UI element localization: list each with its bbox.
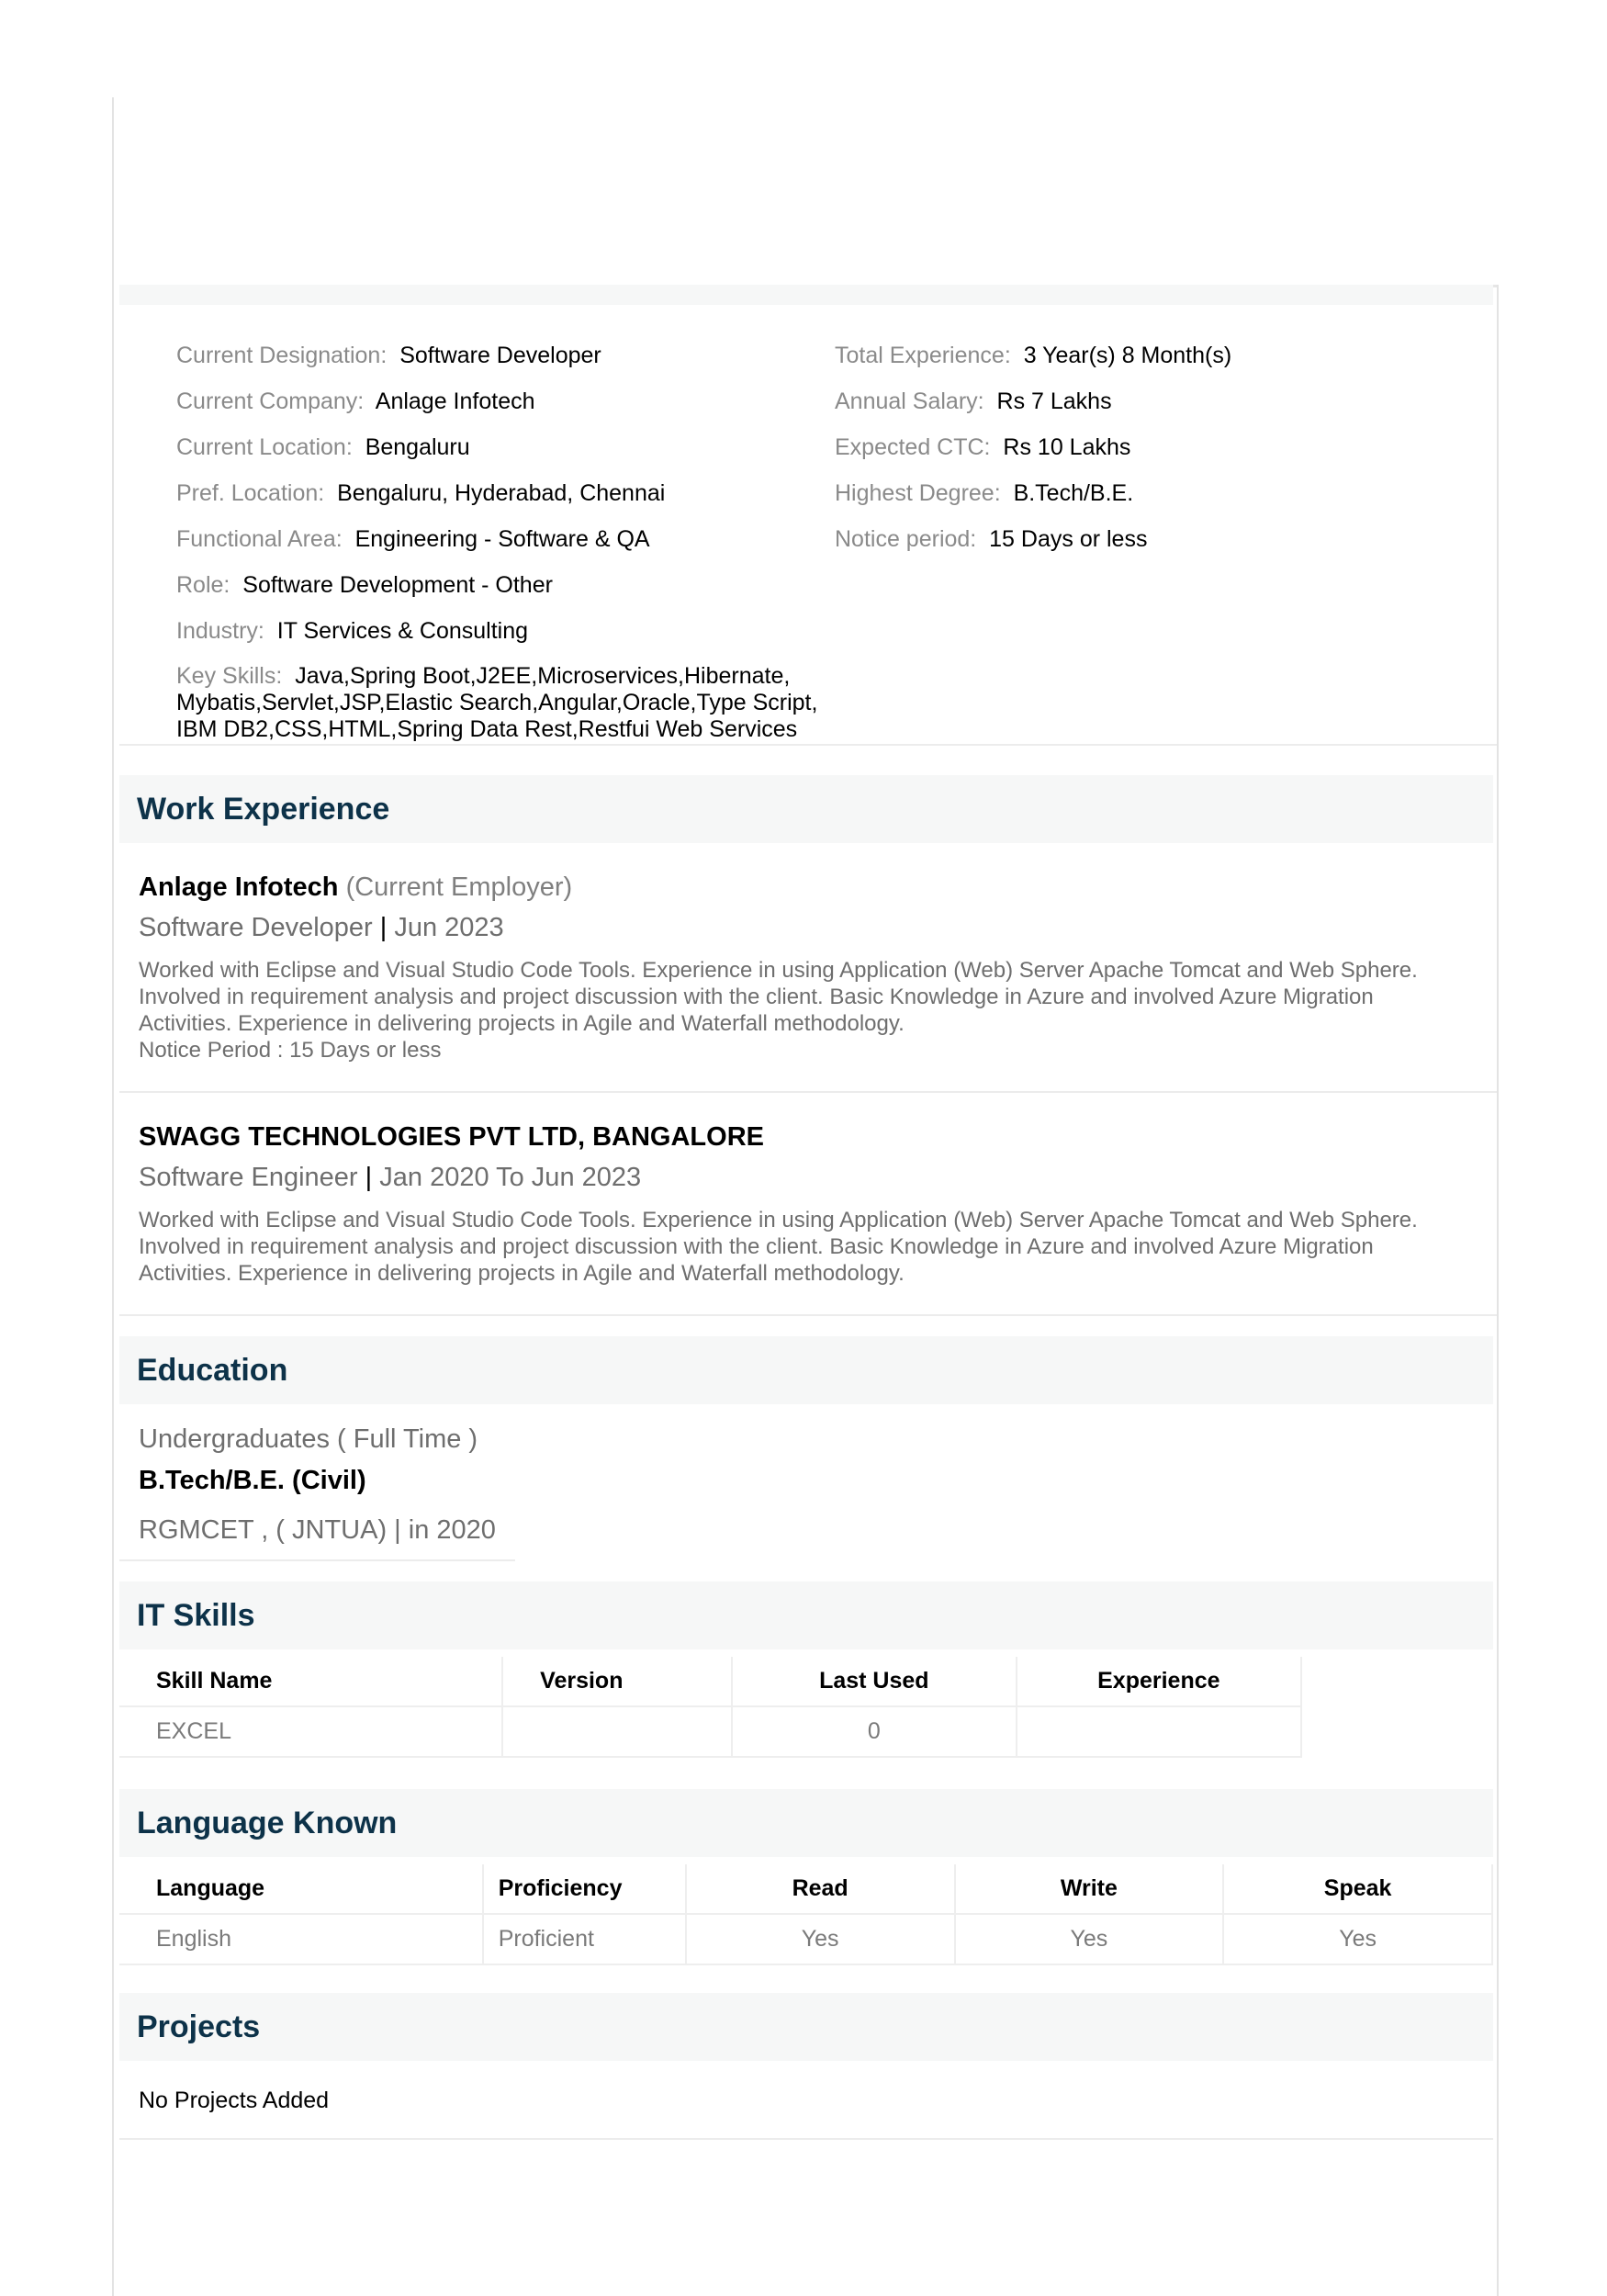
- summary-row: [835, 479, 1478, 525]
- field-label: Industry:: [176, 618, 264, 644]
- table-cell: English: [119, 1914, 483, 1964]
- field-value: Bengaluru, Hyderabad, Chennai: [337, 480, 666, 506]
- summary-row: [176, 525, 819, 571]
- current-employer-tag: (Current Employer): [345, 872, 573, 902]
- table-cell: 0: [732, 1706, 1017, 1757]
- field-label: Pref. Location:: [176, 480, 325, 506]
- job-entry: [119, 1093, 1497, 1316]
- column-header: Last Used: [732, 1657, 1017, 1706]
- column-header: Version: [502, 1657, 732, 1706]
- field-label: Total Experience:: [835, 343, 1011, 368]
- key-skills-value: Java,Spring Boot,J2EE,Microservices,Hibernate, Mybatis,Servlet,JSP,Elastic Search,Angular,Oracle,Type Script, IBM DB2,CSS,HTML,Spring Data Rest,Restfui Web Services: [176, 663, 818, 742]
- work-experience-heading: Work Experience: [119, 775, 1493, 843]
- field-label: Functional Area:: [176, 526, 343, 552]
- job-title: [139, 871, 1423, 904]
- field-value: Rs 7 Lakhs: [996, 388, 1112, 414]
- column-header: Skill Name: [119, 1657, 502, 1706]
- field-value: Rs 10 Lakhs: [1003, 434, 1131, 460]
- job-description-text: Worked with Eclipse and Visual Studio Code Tools. Experience in using Application (Web) Server Apache Tomcat and Web Sphere. Involved in requirement analysis and project discussion with the client. Basic Knowledge in Azure and involved Azure Migration Activities. Experience in delivering projects in Agile and Waterfall methodology.: [139, 1208, 1418, 1286]
- column-header: Read: [686, 1864, 955, 1914]
- education-heading: Education: [119, 1336, 1493, 1404]
- field-label: Annual Salary:: [835, 388, 984, 414]
- table-cell: Proficient: [483, 1914, 686, 1964]
- resume-content: [119, 285, 1499, 2296]
- summary-left-column: [176, 342, 819, 743]
- field-value: Engineering - Software & QA: [354, 526, 650, 552]
- separator: |: [365, 1163, 373, 1192]
- summary-row: [176, 342, 819, 388]
- it-skills-table: [119, 1657, 1302, 1758]
- field-label: Role:: [176, 572, 230, 598]
- language-table: [119, 1864, 1493, 1965]
- summary-row: [176, 617, 819, 663]
- field-value: Bengaluru: [365, 434, 470, 460]
- table-cell: [1017, 1706, 1301, 1757]
- column-header: Proficiency: [483, 1864, 686, 1914]
- field-value: Anlage Infotech: [375, 388, 535, 414]
- separator: |: [379, 913, 388, 942]
- education-type: Undergraduates ( Full Time ): [139, 1424, 478, 1454]
- summary-row: [176, 571, 819, 617]
- field-label: Key Skills:: [176, 663, 283, 689]
- job-period: Jan 2020 To Jun 2023: [379, 1163, 642, 1192]
- field-label: Expected CTC:: [835, 434, 991, 460]
- job-description: [139, 1207, 1423, 1287]
- job-title: [139, 1120, 1423, 1154]
- job-description-text: Worked with Eclipse and Visual Studio Code Tools. Experience in using Application (Web) Server Apache Tomcat and Web Sphere. Involved in requirement analysis and project discussion with the client. Basic Knowledge in Azure and involved Azure Migration Activities. Experience in delivering projects in Agile and Waterfall methodology.: [139, 958, 1418, 1036]
- job-subtitle: [139, 1161, 1423, 1194]
- table-row: [119, 1706, 1301, 1757]
- education-entry: [119, 1404, 515, 1561]
- profile-summary: [119, 305, 1497, 746]
- field-label: Highest Degree:: [835, 480, 1001, 506]
- field-value: Software Developer: [399, 343, 601, 368]
- summary-row: [835, 433, 1478, 479]
- key-skills-row: [176, 663, 856, 743]
- table-cell: [502, 1706, 732, 1757]
- table-cell: Yes: [686, 1914, 955, 1964]
- summary-row: [176, 433, 819, 479]
- field-label: Current Location:: [176, 434, 353, 460]
- field-value: B.Tech/B.E.: [1013, 480, 1134, 506]
- field-label: Current Company:: [176, 388, 365, 414]
- designation: Software Engineer: [139, 1163, 358, 1192]
- it-skills-heading: IT Skills: [119, 1581, 1493, 1649]
- table-cell: Yes: [1223, 1914, 1492, 1964]
- table-cell: EXCEL: [119, 1706, 502, 1757]
- company-name: SWAGG TECHNOLOGIES PVT LTD, BANGALORE: [139, 1122, 764, 1152]
- company-name: Anlage Infotech: [139, 872, 339, 902]
- no-projects-text: No Projects Added: [139, 2088, 330, 2113]
- job-entry: [119, 843, 1497, 1093]
- field-label: Current Designation:: [176, 343, 388, 368]
- education-degree: B.Tech/B.E. (Civil): [139, 1466, 366, 1495]
- language-known-heading: Language Known: [119, 1789, 1493, 1857]
- education-institute: RGMCET , ( JNTUA) | in 2020: [139, 1515, 496, 1545]
- summary-top-strip: [119, 285, 1493, 305]
- summary-row: [835, 525, 1478, 571]
- field-value: IT Services & Consulting: [276, 618, 529, 644]
- job-subtitle: [139, 911, 1423, 944]
- table-header-row: [119, 1864, 1492, 1914]
- notice-period-text: Notice Period : 15 Days or less: [139, 1038, 442, 1063]
- job-description: [139, 957, 1423, 1064]
- summary-row: [835, 388, 1478, 433]
- table-header-row: [119, 1657, 1301, 1706]
- field-value: Software Development - Other: [242, 572, 553, 598]
- profile-header-area: [119, 97, 1497, 287]
- designation: Software Developer: [139, 913, 373, 942]
- summary-row: [176, 388, 819, 433]
- table-cell: Yes: [955, 1914, 1224, 1964]
- projects-heading: Projects: [119, 1993, 1493, 2061]
- field-value: 15 Days or less: [989, 526, 1148, 552]
- table-row: [119, 1914, 1492, 1964]
- summary-row: [176, 479, 819, 525]
- field-value: 3 Year(s) 8 Month(s): [1023, 343, 1232, 368]
- column-header: Language: [119, 1864, 483, 1914]
- section-divider: [119, 2138, 1493, 2140]
- column-header: Speak: [1223, 1864, 1492, 1914]
- job-period: Jun 2023: [394, 913, 504, 942]
- summary-right-column: [835, 342, 1478, 571]
- column-header: Experience: [1017, 1657, 1301, 1706]
- field-label: Notice period:: [835, 526, 977, 552]
- column-header: Write: [955, 1864, 1224, 1914]
- summary-row: [835, 342, 1478, 388]
